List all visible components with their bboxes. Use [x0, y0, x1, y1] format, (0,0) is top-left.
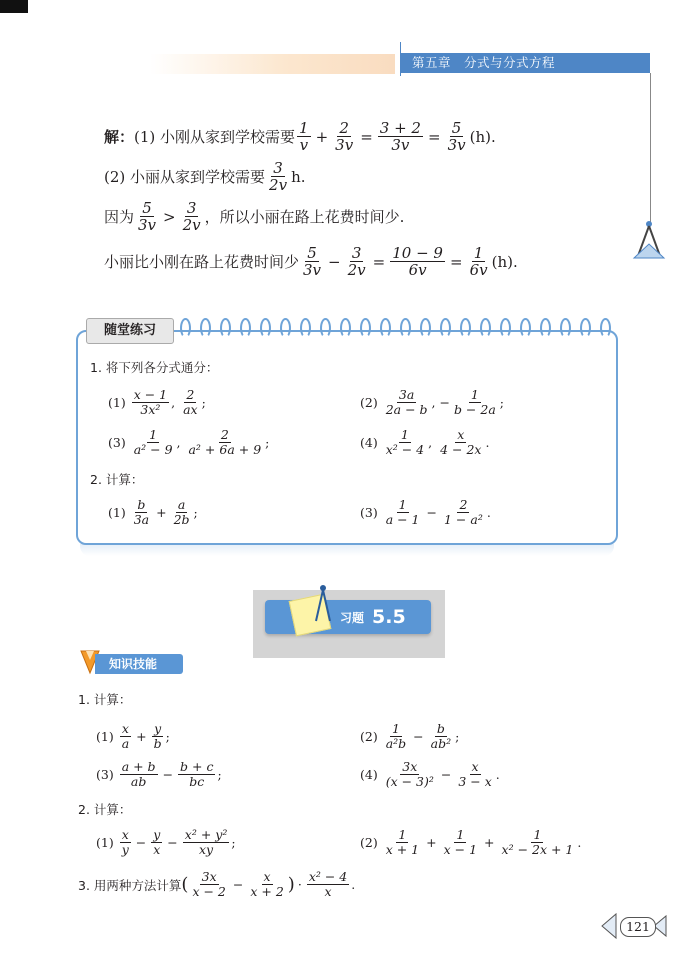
spiral-coil — [280, 318, 291, 338]
spiral-coil — [540, 318, 551, 338]
skills-tag: 知识技能 — [95, 654, 183, 674]
spiral-coil — [560, 318, 571, 338]
spiral-coil — [380, 318, 391, 338]
fraction: $\frac{3}{2v}$ — [347, 244, 366, 279]
margin-rule — [650, 73, 651, 223]
skills-q2-1: (1) $\frac{x}{y}$ − $\frac{y}{x}$ − $\frac{\text{x² + y²}}{xy}$ ; — [96, 827, 236, 857]
fraction: $\frac{5}{3v}$ — [303, 244, 322, 279]
solution-unit-2: h. — [291, 167, 306, 186]
solution-text-1: (1) 小刚从家到学校需要 — [134, 128, 296, 146]
corner-mark — [0, 0, 28, 13]
fraction: $\frac{5}{3v}$ — [138, 199, 157, 234]
solution-unit-4: (h). — [491, 252, 518, 271]
solution-line-2 — [104, 160, 306, 193]
skills-q1-1: (1) $\frac{x}{a}$ + $\frac{y}{b}$ ; — [96, 721, 170, 751]
spiral-coil — [600, 318, 611, 338]
practice-q1-1: (1) $\frac{x - 1}{\text{3x²}}$ , $\frac{2}{ax}$ ; — [108, 387, 206, 417]
fraction: $\frac{5}{3v}$ — [447, 119, 466, 154]
solution-prefix-3: 因为 — [104, 208, 135, 226]
skills-q2-label: 2. 计算： — [78, 802, 132, 817]
fraction: $\frac{3 + 2}{3v}$ — [379, 119, 421, 154]
spiral-coil — [340, 318, 351, 338]
skills-q1-3: (3) $\frac{a + b}{ab}$ − $\frac{b + c}{bc}$ ; — [96, 759, 222, 789]
skills-q2 — [78, 800, 131, 818]
fraction: $\frac{2}{3v}$ — [335, 119, 354, 154]
compass-icon — [631, 218, 667, 266]
practice-q2-label: 2. 计算： — [90, 472, 144, 487]
fraction: $\frac{10 - 9}{6v}$ — [392, 244, 443, 279]
practice-q1-4: (4) $\frac{1}{\text{x² − 4}}$ , $\frac{x}{4 - 2x}$ . — [360, 427, 490, 457]
spiral-coil — [360, 318, 371, 338]
practice-title: 随堂练习 — [86, 318, 174, 344]
solution-line-4: 小丽比小刚在路上花费时间少 $\frac{5}{3v}$ − $\frac{3}{2v}$ = $\frac{10 - 9}{6v}$ = $\frac{1}{6v}$ (h). — [104, 244, 518, 279]
spiral-coil — [480, 318, 491, 338]
practice-q1-3: (3) $\frac{1}{\text{a² − 9}}$ , $\frac{2}{\text{a² + 6a + 9}}$ ; — [108, 427, 270, 457]
fraction: $\frac{3}{2v}$ — [182, 199, 201, 234]
skills-q1-2: (2) $\frac{1}{\text{a²b}}$ − $\frac{b}{\text{ab²}}$ ; — [360, 721, 460, 751]
spiral-coil — [520, 318, 531, 338]
fraction: $\frac{1}{v}$ — [299, 119, 309, 154]
practice-box-shadow — [80, 544, 614, 556]
practice-q1 — [90, 358, 218, 376]
solution-suffix-3: ，所以小丽在路上花费时间少. — [204, 208, 405, 226]
page-number: 121 — [620, 917, 656, 937]
practice-q2-1: (1) $\frac{b}{3a}$ + $\frac{a}{2b}$ ; — [108, 497, 198, 527]
skills-q1-label: 1. 计算： — [78, 692, 132, 707]
fraction: $\frac{1}{6v}$ — [469, 244, 488, 279]
skills-q3: 3. 用两种方法计算 ( $\frac{3x}{x - 2}$ − $\frac{x}{x + 2}$ ) · $\frac{\text{x² − 4}}{x}$ . — [78, 869, 356, 899]
header-decoration — [150, 54, 395, 74]
spiral-coil — [180, 318, 191, 338]
chapter-header: 第五章 分式与分式方程 — [400, 53, 650, 73]
solution-text-4: 小丽比小刚在路上花费时间少 — [104, 253, 300, 271]
spiral-coil — [460, 318, 471, 338]
spiral-coil — [240, 318, 251, 338]
solution-text-2: (2) 小丽从家到学校需要 — [104, 168, 266, 186]
spiral-coil — [260, 318, 271, 338]
spiral-coil — [220, 318, 231, 338]
practice-q2 — [90, 470, 143, 488]
skills-q1-4: (4) $\frac{3x}{\text{(x − 3)²}}$ − $\frac{x}{3 - x}$ . — [360, 759, 500, 789]
solution-line-1: 解： (1) 小刚从家到学校需要 $\frac{1}{v}$ + $\frac{2}{3v}$ = $\frac{3 + 2}{3v}$ = $\frac{5}{3v}$ (h). — [104, 119, 496, 154]
spiral-coil — [400, 318, 411, 338]
spiral-coil — [320, 318, 331, 338]
spiral-coil — [580, 318, 591, 338]
solution-label: 解： — [104, 128, 135, 146]
spiral-coil — [300, 318, 311, 338]
compass-icon — [312, 583, 334, 625]
skills-q3-label: 3. 用两种方法计算 — [78, 877, 182, 893]
skills-q2-2: (2) $\frac{1}{x + 1}$ + $\frac{1}{x - 1}$ + $\frac{1}{\text{x² − 2x + 1}}$ . — [360, 827, 582, 857]
exercise-label: 习题 — [340, 611, 365, 625]
spiral-coil — [200, 318, 211, 338]
exercise-number: 5.5 — [372, 606, 406, 628]
solution-line-3: 因为 $\frac{5}{3v}$ > $\frac{3}{2v}$ ，所以小丽在路上花费时间少. — [104, 199, 405, 234]
fraction: $\frac{3}{2v}$ — [269, 159, 288, 194]
spiral-coil — [420, 318, 431, 338]
practice-q1-label: 1. 将下列各分式通分： — [90, 360, 219, 375]
spiral-coil — [440, 318, 451, 338]
practice-q1-2: (2) $\frac{3a}{2a - b}$ , − $\frac{1}{b - 2a}$ ; — [360, 387, 504, 417]
skills-q1 — [78, 690, 131, 708]
solution-unit-1: (h). — [469, 127, 496, 146]
practice-q2-3: (3) $\frac{1}{a - 1}$ − $\frac{2}{\text{1 − a²}}$ . — [360, 497, 491, 527]
spiral-coil — [500, 318, 511, 338]
